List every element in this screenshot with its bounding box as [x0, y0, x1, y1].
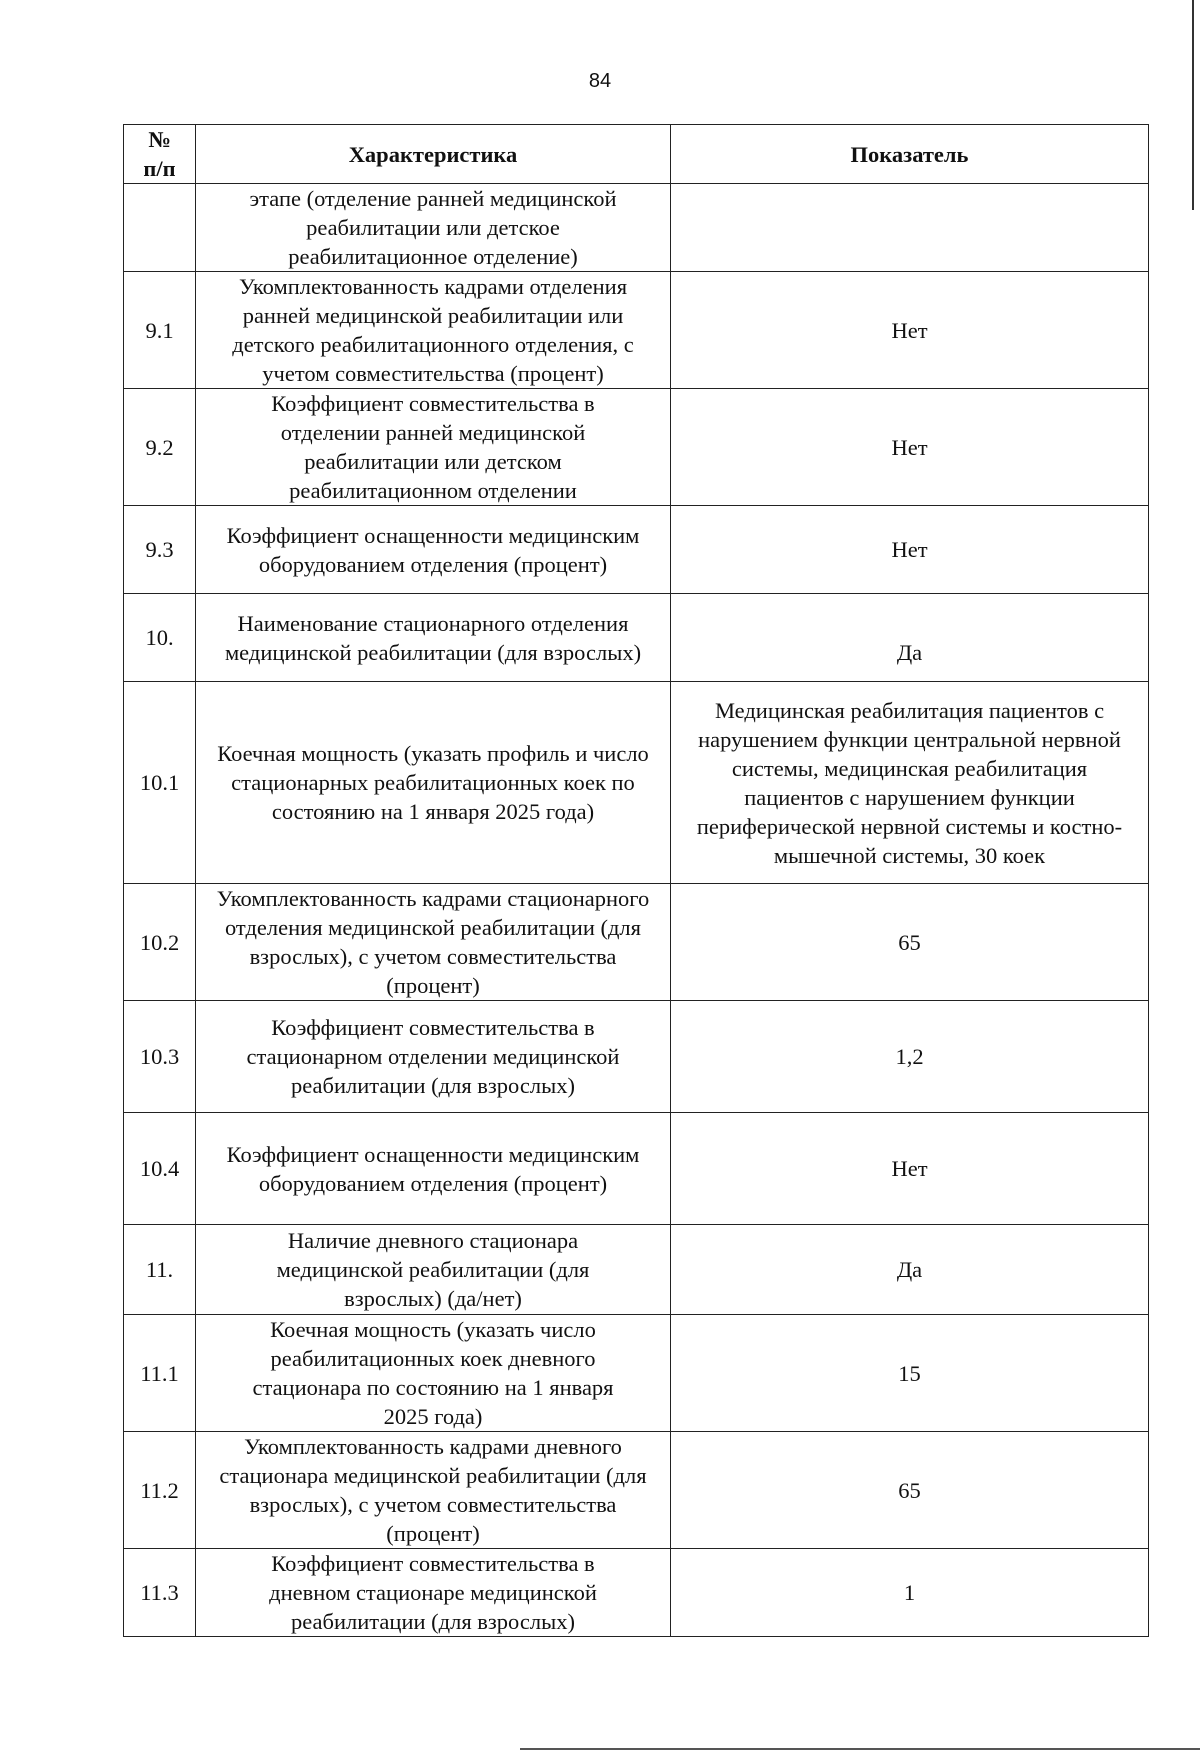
row-value: Да [671, 1225, 1149, 1315]
row-characteristic: Коэффициент совместительства в отделении ранней медицинской реабилитации или детском реабилитационном отделении [196, 389, 671, 506]
row-number: 10.2 [124, 884, 196, 1001]
table-row [124, 389, 1149, 506]
row-number: 10. [124, 594, 196, 682]
row-characteristic: Коэффициент совместительства в стационарном отделении медицинской реабилитации (для взрослых) [196, 1001, 671, 1113]
table-row [124, 506, 1149, 594]
row-number: 10.3 [124, 1001, 196, 1113]
row-characteristic: этапе (отделение ранней медицинской реабилитации или детское реабилитационное отделение) [196, 184, 671, 272]
row-value: 1 [671, 1549, 1149, 1637]
row-value: 1,2 [671, 1001, 1149, 1113]
row-number [124, 184, 196, 272]
row-characteristic: Наименование стационарного отделения медицинской реабилитации (для взрослых) [196, 594, 671, 682]
table-row [124, 1225, 1149, 1315]
table-header-row [124, 125, 1149, 184]
table-row [124, 682, 1149, 884]
row-number: 11. [124, 1225, 196, 1315]
table-row [124, 1432, 1149, 1549]
header-indicator: Показатель [671, 125, 1149, 184]
row-characteristic: Наличие дневного стационара медицинской реабилитации (для взрослых) (да/нет) [196, 1225, 671, 1315]
row-value [671, 184, 1149, 272]
table-row [124, 1549, 1149, 1637]
row-number: 10.1 [124, 682, 196, 884]
header-number-line2: п/п [143, 156, 176, 181]
table-row [124, 1315, 1149, 1432]
header-characteristic: Характеристика [196, 125, 671, 184]
header-number [124, 125, 196, 184]
row-characteristic: Укомплектованность кадрами отделения ранней медицинской реабилитации или детского реабилитационного отделения, с учетом совместительства (процент) [196, 272, 671, 389]
row-value: Нет [671, 389, 1149, 506]
row-number: 9.2 [124, 389, 196, 506]
row-number: 11.3 [124, 1549, 196, 1637]
table-row [124, 272, 1149, 389]
row-value: Медицинская реабилитация пациентов с нарушением функции центральной нервной системы, медицинская реабилитация пациентов с нарушением функции периферической нервной системы и костно-мышечной системы, 30 коек [671, 682, 1149, 884]
row-number: 11.2 [124, 1432, 196, 1549]
table-row [124, 594, 1149, 682]
table-row [124, 1113, 1149, 1225]
header-number-line1: № [148, 127, 171, 152]
page-number: 84 [588, 70, 612, 92]
scan-edge-line [1192, 0, 1194, 210]
scan-bottom-line [520, 1748, 1200, 1750]
row-number: 11.1 [124, 1315, 196, 1432]
row-number: 9.3 [124, 506, 196, 594]
data-table [123, 124, 1149, 1637]
row-number: 10.4 [124, 1113, 196, 1225]
row-value: 65 [671, 884, 1149, 1001]
row-characteristic: Укомплектованность кадрами стационарного отделения медицинской реабилитации (для взрослых), с учетом совместительства (процент) [196, 884, 671, 1001]
row-value: Нет [671, 506, 1149, 594]
row-value: Да [671, 594, 1149, 682]
row-characteristic: Коечная мощность (указать профиль и число стационарных реабилитационных коек по состоянию на 1 января 2025 года) [196, 682, 671, 884]
row-characteristic: Коэффициент оснащенности медицинским оборудованием отделения (процент) [196, 506, 671, 594]
row-characteristic: Коэффициент оснащенности медицинским оборудованием отделения (процент) [196, 1113, 671, 1225]
row-characteristic: Коэффициент совместительства в дневном стационаре медицинской реабилитации (для взрослых) [196, 1549, 671, 1637]
row-characteristic: Укомплектованность кадрами дневного стационара медицинской реабилитации (для взрослых), с учетом совместительства (процент) [196, 1432, 671, 1549]
row-characteristic: Коечная мощность (указать число реабилитационных коек дневного стационара по состоянию на 1 января 2025 года) [196, 1315, 671, 1432]
row-value: Нет [671, 1113, 1149, 1225]
row-value: Нет [671, 272, 1149, 389]
row-value: 15 [671, 1315, 1149, 1432]
table-row [124, 184, 1149, 272]
row-number: 9.1 [124, 272, 196, 389]
table-row [124, 884, 1149, 1001]
row-value: 65 [671, 1432, 1149, 1549]
table-row [124, 1001, 1149, 1113]
